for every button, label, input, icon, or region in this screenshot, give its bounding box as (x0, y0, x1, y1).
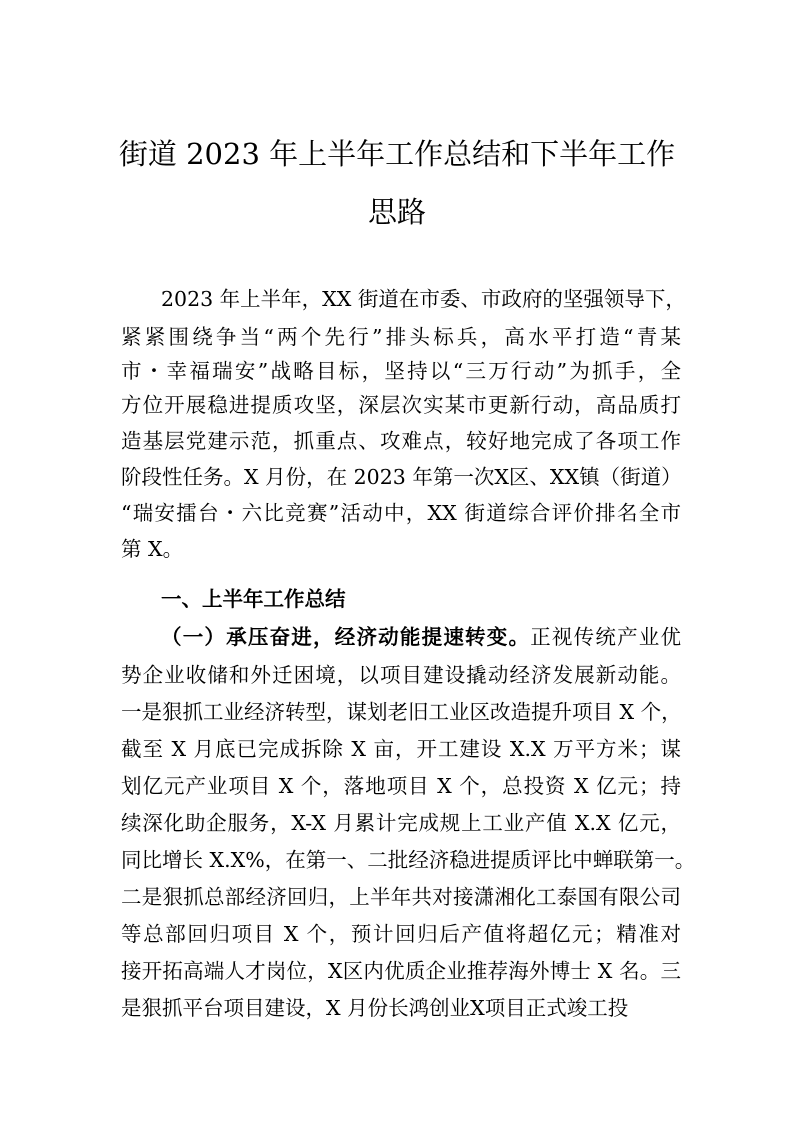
intro-line: 方位开展稳进提质攻坚，深层次实某市更新行动，高品质打 (121, 393, 681, 417)
body-line: 接开拓高端人才岗位，X区内优质企业推荐海外博士 X 名。三 (121, 959, 681, 983)
section-heading: 一、上半年工作总结 (161, 587, 346, 611)
intro-line: 市・幸福瑞安”战略目标，坚持以“三万行动”为抓手，全 (121, 359, 681, 383)
body-line: 同比增长 X.X%，在第一、二批经济稳进提质评比中蝉联第一。 (121, 848, 696, 872)
body-line: 一是狠抓工业经济转型，谋划老旧工业区改造提升项目 X 个， (121, 700, 682, 724)
intro-line: 紧紧围绕争当“两个先行”排头标兵，高水平打造“青某 (121, 325, 681, 349)
subsection-first-line-text: 正视传统产业优 (530, 625, 682, 649)
body-line: 二是狠抓总部经济回归，上半年共对接潇湘化工泰国有限公司 (121, 885, 681, 909)
intro-line: 2023 年上半年，XX 街道在市委、市政府的坚强领导下， (161, 287, 686, 311)
subsection-first-line (161, 622, 681, 652)
intro-line: “瑞安擂台・六比竞赛”活动中，XX 街道综合评价排名全市 (121, 501, 681, 525)
intro-line: 阶段性任务。X 月份，在 2023 年第一次X区、XX镇（街道） (121, 465, 682, 489)
intro-line: 第 X。 (121, 537, 184, 561)
body-line: 是狠抓平台项目建设，X 月份长鸿创业X项目正式竣工投 (121, 996, 629, 1020)
body-line: 势企业收储和外迁困境，以项目建设撬动经济发展新动能。 (121, 663, 681, 687)
body-line: 续深化助企服务，X-X 月累计完成规上工业产值 X.X 亿元， (121, 811, 681, 835)
body-line: 截至 X 月底已完成拆除 X 亩，开工建设 X.X 万平方米；谋 (121, 737, 681, 761)
subsection-heading: （一）承压奋进，经济动能提速转变。 (161, 625, 531, 649)
document-title-line-2: 思路 (367, 195, 426, 229)
intro-line: 造基层党建示范，抓重点、攻难点，较好地完成了各项工作 (121, 429, 681, 453)
body-line: 划亿元产业项目 X 个，落地项目 X 个，总投资 X 亿元；持 (121, 774, 681, 798)
document-title-line-1: 街道 2023 年上半年工作总结和下半年工作 (118, 137, 676, 171)
body-line: 等总部回归项目 X 个，预计回归后产值将超亿元；精准对 (121, 922, 681, 946)
